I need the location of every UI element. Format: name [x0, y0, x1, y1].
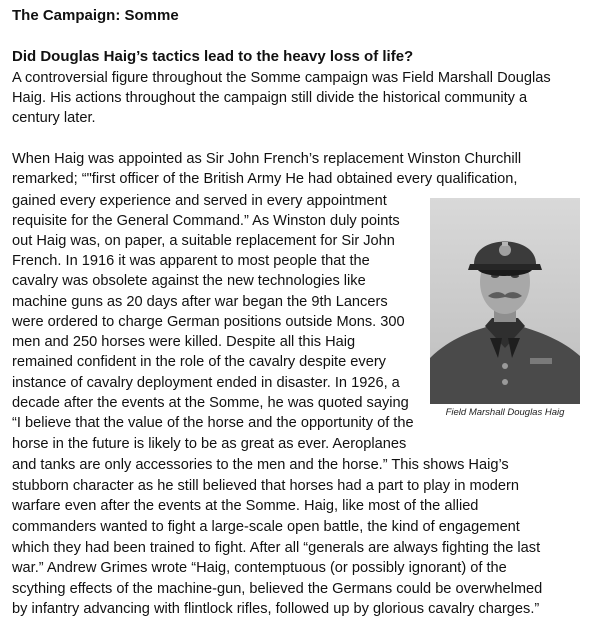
- body-line: gained every experience and served in every appointment: [12, 193, 387, 209]
- intro-line: century later.: [12, 110, 96, 126]
- intro-line: Haig. His actions throughout the campaign still divide the historical community a: [12, 90, 528, 106]
- body-line: requisite for the General Command.” As Winston duly points: [12, 213, 400, 229]
- body-line: remained confident in the role of the cavalry despite every: [12, 354, 386, 370]
- body-line: remarked; “"first officer of the British Army He had obtained every qualification,: [12, 171, 518, 187]
- body-line: horse in the future is likely to be as great as ever. Aeroplanes: [12, 436, 407, 452]
- portrait-image: [430, 198, 580, 404]
- body-line: When Haig was appointed as Sir John French’s replacement Winston Churchill: [12, 151, 522, 167]
- body-line: men and 250 horses were killed. Despite all this Haig: [12, 334, 356, 350]
- body-line: French. In 1916 it was apparent to most people that the: [12, 253, 370, 269]
- body-line: warfare even after the events at the Somme. Haig, like most of the allied: [12, 498, 479, 514]
- photo-caption: Field Marshall Douglas Haig: [445, 407, 565, 418]
- body-line: machine guns as 20 days after war began the 9th Lancers: [12, 294, 388, 310]
- body-line: which they had been trained to fight. After all “generals are always fighting the last: [12, 540, 541, 556]
- body-line: were ordered to charge German positions outside Mons. 300: [12, 314, 405, 330]
- page-title: The Campaign: Somme: [12, 7, 179, 24]
- body-line: “I believe that the value of the horse and the opportunity of the: [12, 415, 414, 431]
- body-line: scything effects of the machine-gun, believed the Germans could be overwhelmed: [12, 581, 543, 597]
- haig-portrait-photo: [430, 198, 580, 404]
- section-question: Did Douglas Haig’s tactics lead to the heavy loss of life?: [12, 48, 414, 65]
- body-line: commanders wanted to fight a large-scale open battle, the kind of engagement: [12, 519, 520, 535]
- body-line: war.” Andrew Grimes wrote “Haig, contemptuous (or possibly ignorant) of the: [12, 560, 507, 576]
- body-line: cavalry was obsolete against the new technologies like: [12, 273, 366, 289]
- body-line: stubborn character as he still believed that horses had a part to play in modern: [12, 478, 520, 494]
- body-line: instance of cavalry deployment ended in disaster. In 1926, a: [12, 375, 400, 391]
- body-line: by infantry advancing with flintlock rifles, followed up by glorious cavalry charges.”: [12, 601, 540, 617]
- body-line: decade after the events at the Somme, he was quoted saying: [12, 395, 409, 411]
- body-line: and tanks are only accessories to the men and the horse.” This shows Haig’s: [12, 457, 509, 473]
- intro-line: A controversial figure throughout the Somme campaign was Field Marshall Douglas: [12, 70, 551, 86]
- body-line: out Haig was, on paper, a suitable replacement for Sir John: [12, 233, 395, 249]
